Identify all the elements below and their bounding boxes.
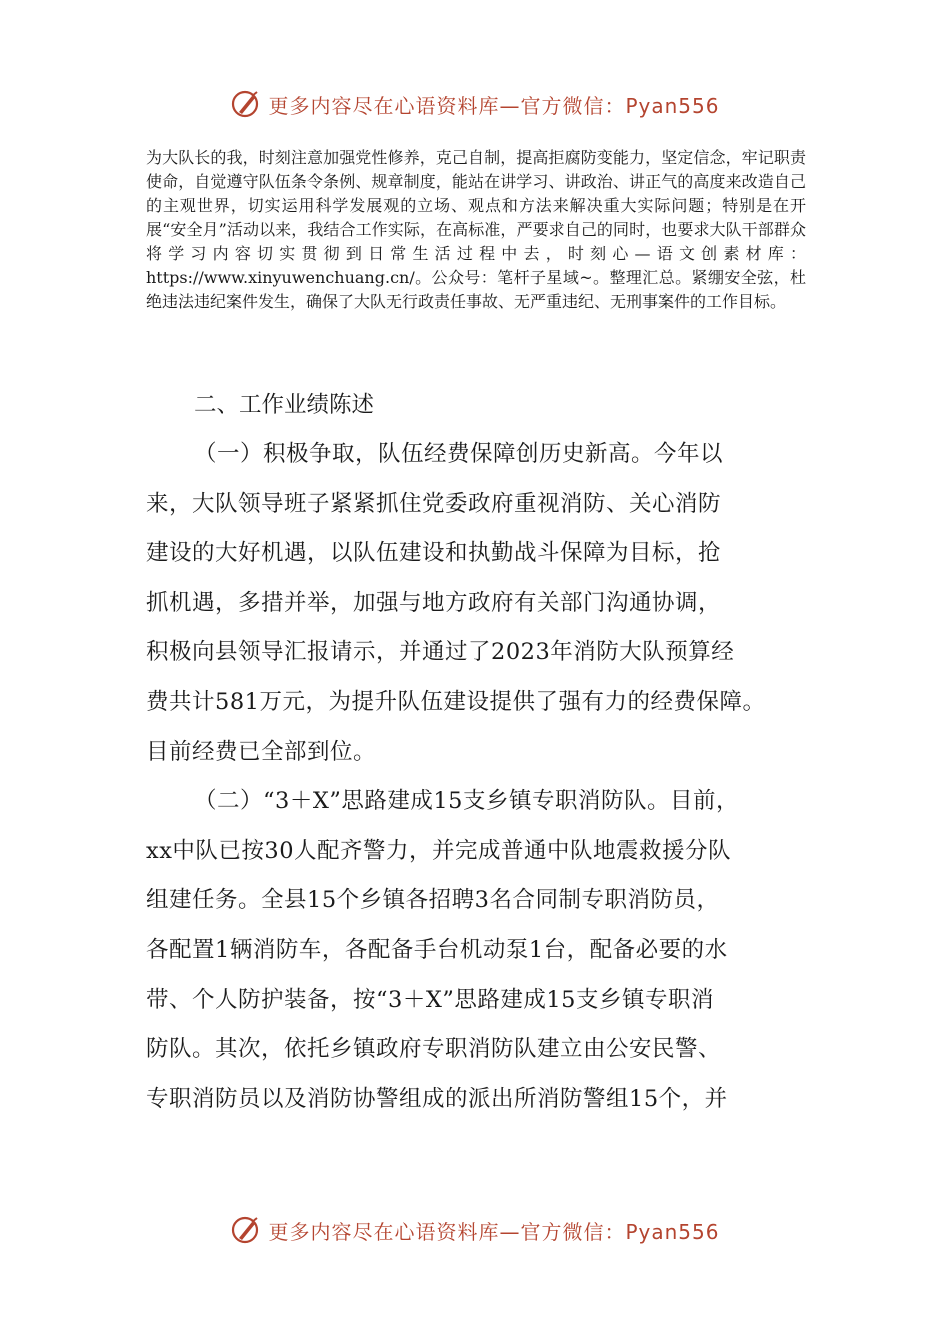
pen-logo-icon bbox=[230, 88, 262, 120]
paragraph-line: 带、个人防护装备，按“3＋X”思路建成15支乡镇专职消 bbox=[146, 986, 714, 1013]
paragraph-line: 抓机遇，多措并举，加强与地方政府有关部门沟通协调， bbox=[146, 589, 722, 616]
main-body bbox=[146, 380, 826, 1124]
paragraph-line: 费共计581万元，为提升队伍建设提供了强有力的经费保障。 bbox=[146, 688, 766, 715]
header-banner bbox=[0, 84, 950, 124]
paragraph-line: 防队。其次，依托乡镇政府专职消防队建立由公安民警、 bbox=[146, 1036, 722, 1063]
intro-paragraph: 为大队长的我，时刻注意加强党性修养，克己自制，提高拒腐防变能力，坚定信念，牢记职责使命，自觉遵守队伍条令条例、规章制度，能站在讲学习、讲政治、讲正气的高度来改造自己的主观世界，切实运用科学发展观的立场、观点和方法来解决重大实际问题；特别是在开展“安全月”活动以来，我结合工作实际，在高标准，严要求自己的同时，也要求大队干部群众将学习内容切实贯彻到日常生活过程中去，时刻心—语文创素材库：https://www.xinyuwenchuang.cn/。公众号：笔杆子星域~。整理汇总。紧绷安全弦，杜绝违法违纪案件发生，确保了大队无行政责任事故、无严重违纪、无刑事案件的工作目标。 bbox=[146, 148, 806, 311]
paragraph-line: 组建任务。全县15个乡镇各招聘3名合同制专职消防员， bbox=[146, 887, 720, 914]
paragraph-line: 各配置1辆消防车，各配备手台机动泵1台，配备必要的水 bbox=[146, 936, 728, 963]
paragraph-line: （一）积极争取，队伍经费保障创历史新高。今年以 bbox=[194, 441, 724, 467]
banner-text: 更多内容尽在心语资料库—官方微信：Pyan556 bbox=[268, 93, 720, 118]
banner-text: 更多内容尽在心语资料库—官方微信：Pyan556 bbox=[268, 1219, 720, 1244]
intro-paragraph-block bbox=[146, 146, 806, 314]
paragraph-line: xx中队已按30人配齐警力，并完成普通中队地震救援分队 bbox=[146, 837, 732, 864]
footer-banner bbox=[0, 1210, 950, 1250]
paragraph-line: （二）“3＋X”思路建成15支乡镇专职消防队。目前， bbox=[194, 788, 739, 815]
paragraph-line: 建设的大好机遇，以队伍建设和执勤战斗保障为目标，抢 bbox=[146, 540, 722, 567]
paragraph-line: 专职消防员以及消防协警组成的派出所消防警组15个，并 bbox=[146, 1085, 728, 1112]
section-heading: 二、工作业绩陈述 bbox=[194, 392, 375, 418]
paragraph-line: 积极向县领导汇报请示，并通过了2023年消防大队预算经 bbox=[146, 639, 735, 666]
pen-logo-icon bbox=[230, 1214, 262, 1246]
paragraph-line: 目前经费已全部到位。 bbox=[146, 738, 377, 765]
paragraph-line: 来，大队领导班子紧紧抓住党委政府重视消防、关心消防 bbox=[146, 490, 722, 517]
